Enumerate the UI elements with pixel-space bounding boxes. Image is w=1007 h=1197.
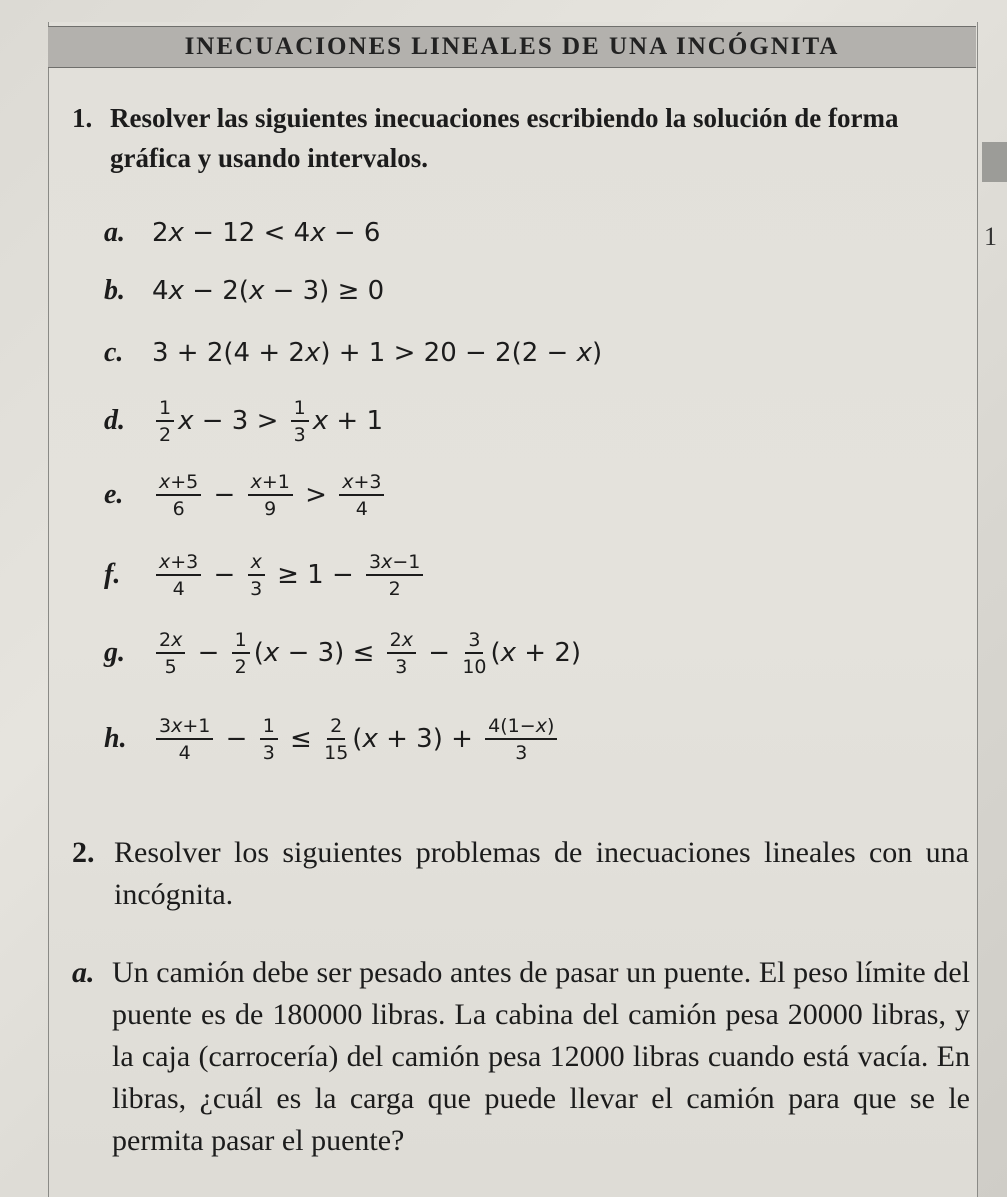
item-letter: h.: [104, 723, 127, 754]
inequality-a: [104, 208, 380, 258]
inequality-h: [104, 714, 561, 764]
inequality-d-expression: $\frac{1}{2}$ x − 3 > $\frac{1}{3}$ x + 1: [152, 397, 383, 446]
item-letter: c.: [104, 337, 124, 368]
adjacent-page-header: [982, 142, 1007, 182]
inequality-h-expression: $\frac{3x+1}{4}$ − $\frac{1}{3}$ ≤ $\frac{2}{15}$ ( x + 3) + $\frac{4(1-x)}{3}$: [152, 715, 561, 764]
question-1-number: 1.: [72, 103, 93, 133]
problem-a-text: Un camión debe ser pesado antes de pasar un puente. El peso límite del puente es de 180000 libras. La cabina del camión pesa 20000 libras, y la caja (carrocería) del camión pesa 12000 libras cuando está vacía. En libras, ¿cuál es la carga que puede llevar el camión para que se le permita pasar el puente?: [112, 956, 970, 1157]
inequality-a-expression: 2 x − 12 < 4 x − 6: [152, 218, 381, 248]
question-1-text: Resolver las siguientes inecuaciones escribiendo la solución de forma gráfica y usando intervalos.: [110, 103, 899, 173]
inequality-g: [104, 628, 581, 678]
inequality-f: [104, 550, 427, 600]
question-2-text: Resolver los siguientes problemas de inecuaciones lineales con una incógnita.: [114, 836, 969, 911]
worksheet-title: INECUACIONES LINEALES DE UNA INCÓGNITA: [48, 26, 976, 68]
inequality-f-expression: $\frac{x+3}{4}$ − $\frac{x}{3}$ ≥ 1 − $\frac{3x-1}{2}$: [152, 551, 427, 600]
inequality-g-expression: $\frac{2x}{5}$ − $\frac{1}{2}$ ( x − 3) ≤ $\frac{2x}{3}$ − $\frac{3}{10}$ ( x + 2): [152, 629, 581, 678]
inequality-b-expression: 4 x − 2( x − 3) ≥ 0: [152, 276, 385, 306]
inequality-e-expression: $\frac{x+5}{6}$ − $\frac{x+1}{9}$ > $\frac{x+3}{4}$: [152, 471, 388, 520]
item-letter: d.: [104, 405, 125, 436]
inequality-b: [104, 266, 384, 316]
inequality-d: [104, 396, 383, 446]
item-letter: g.: [104, 637, 125, 668]
item-letter: f.: [104, 559, 121, 590]
problem-a-letter: a.: [72, 956, 95, 989]
inequality-c-expression: 3 + 2(4 + 2 x ) + 1 > 20 − 2(2 − x ): [152, 338, 603, 368]
item-letter: b.: [104, 275, 125, 306]
inequality-e: [104, 470, 388, 520]
item-letter: e.: [104, 479, 124, 510]
adjacent-page-number: 1: [984, 222, 997, 251]
item-letter: a.: [104, 217, 125, 248]
inequality-c: [104, 328, 602, 378]
question-2-number: 2.: [72, 836, 95, 869]
